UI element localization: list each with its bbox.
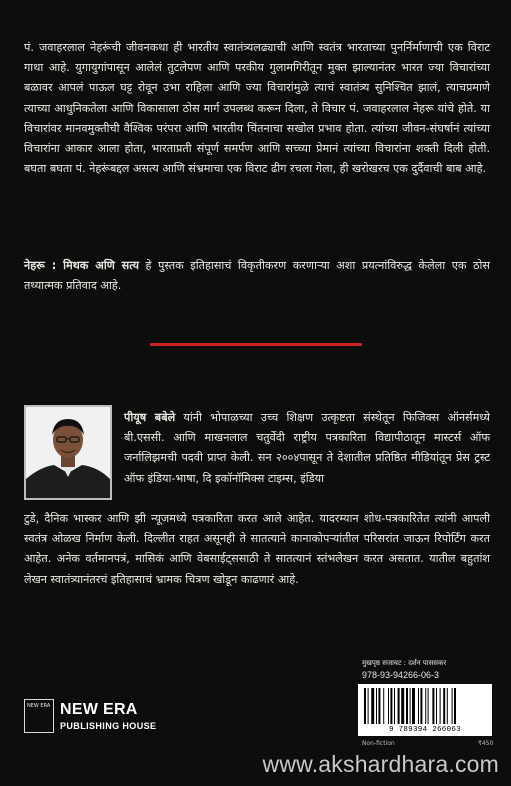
author-bio-text: यांनी भोपाळच्या उच्च शिक्षण उत्कृष्टता संस्थेतून फिजिक्स ऑनर्समध्ये बी.एससी. आणि माखनलाल चतुर्वेदी राष्ट्रीय पत्रकारिता विद्यापीठातून मास्टर्स ऑफ जर्नालिझमची पदवी प्राप्त केली. सन २००४पासून ते देशातील प्रतिष्ठित मीडियांतून प्रेस ट्रस्ट ऑफ इंडिया-भाषा, दि इकॉनॉमिक्स टाइम्स, इंडिया <box>124 411 490 485</box>
barcode <box>358 684 492 736</box>
cover-credit: मुखपृष्ठ सजावट : दर्शन पाससकर <box>362 659 447 667</box>
author-portrait-icon <box>26 407 110 498</box>
watermark: www.akshardhara.com <box>262 751 499 777</box>
publisher-subtitle: PUBLISHING HOUSE <box>60 721 157 731</box>
price-label: ₹450 <box>478 740 494 747</box>
summary-text: हे पुस्तक इतिहासाचं विकृतीकरण करणाऱ्या अशा प्रयत्नांविरुद्ध केलेला एक ठोस तथ्यात्मक प्रतिवाद आहे. <box>24 259 490 293</box>
barcode-digits: 9 789394 266063 <box>388 726 461 734</box>
author-name: पीयूष बबेले <box>124 411 176 424</box>
isbn-text: 978-93-94266-06-3 <box>362 670 440 680</box>
author-bio-first <box>124 408 490 489</box>
publisher-name: NEW ERA <box>60 701 138 718</box>
author-bio-rest: टुडे, दैनिक भास्कर आणि झी न्यूजमध्ये पत्रकारिता करत आले आहेत. यादरम्यान शोध-पत्रकारितेत त्यांनी आपली स्वतंत्र ओळख निर्माण केली. दिल्लीत राहत असूनही ते सातत्याने कानाकोपऱ्यांतील परिसरांत जाऊन रिपोर्टिंग करत आहेत. अनेक वर्तमानपत्रं, मासिकं आणि वेबसाईट्ससाठी ते सातत्यानं स्तंभलेखन करत असतात. यातील बहुतांश लेखन स्वातंत्र्यानंतरचं इतिहासाचं भ्रामक चित्रण खोडून काढणारं आहे. <box>24 512 490 586</box>
barcode-bars-icon <box>364 688 486 724</box>
summary-paragraph <box>24 256 490 296</box>
intro-paragraph: पं. जवाहरलाल नेहरूंची जीवनकथा ही भारतीय स्वातंत्र्यलढ्याची आणि स्वतंत्र भारताच्या पुनर्निर्माणाची एक विराट गाथा आहे. युगायुगांपासून आलेलं तुटलेपण आणि परकीय गुलामगिरीतून मुक्त झाल्यानंतर भारत ज्या विचारांच्या बळावर आपलं पाऊल घट्ट रोवून उभा राहिला आणि ज्या विचारांमुळे त्याचं स्वातंत्र्य सुनिश्चित झालं, त्याचप्रमाणे त्याच्या आधुनिकतेला आणि विकासाला ठोस मार्ग उपलब्ध करून दिला, ते विचार पं. जवाहरलाल नेहरू यांचे होते. या विचारांवर मानवमुक्तीची वैश्विक परंपरा आणि भारतीय चिंतनाचा सखोल प्रभाव होता. त्यांच्या जीवन-संघर्षानं त्यांच्या विचारांना आकार आला होता, भारताप्रती संपूर्ण समर्पण आणि सच्च्या प्रेमानं त्यांच्या विचारांना शक्ती दिली होती. बघता बघता पं. नेहरूंबद्दल असत्य आणि संभ्रमाचा एक विराट ढीग रचला गेला, ही खरोखरच एक दुर्दैवाची बाब आहे. <box>24 41 490 176</box>
publisher-block <box>24 695 244 737</box>
divider <box>150 343 362 346</box>
category-label: Non-fiction <box>362 740 395 747</box>
publisher-logo-icon: NEW ERA <box>24 699 54 733</box>
author-photo <box>24 405 112 500</box>
book-title: नेहरू : मिथक अणि सत्य <box>24 259 139 272</box>
